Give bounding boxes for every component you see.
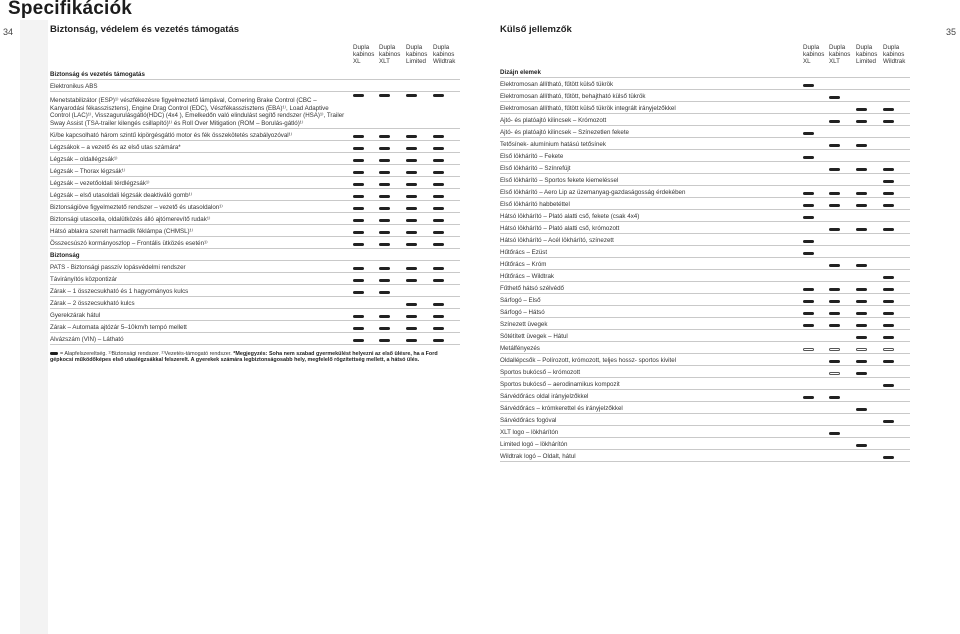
filled-pill-icon xyxy=(856,324,867,327)
row-label: Elektronikus ABS xyxy=(50,82,98,90)
filled-pill-icon xyxy=(353,327,364,330)
column-header-line: kabinos xyxy=(883,51,905,58)
row-label: Színezett üvegek xyxy=(500,320,548,328)
filled-pill-icon xyxy=(353,195,364,198)
filled-pill-icon xyxy=(856,444,867,447)
filled-pill-icon xyxy=(829,288,840,291)
right-column-header-2 xyxy=(829,44,850,65)
outline-pill-icon xyxy=(883,348,894,351)
filled-pill-icon xyxy=(379,231,390,234)
table-row xyxy=(500,330,910,342)
column-header-line: Dupla xyxy=(856,44,873,51)
filled-pill-icon xyxy=(353,291,364,294)
filled-pill-icon xyxy=(803,132,814,135)
filled-pill-icon xyxy=(433,171,444,174)
row-label: Első lökhárító – Sportos fekete kiemeléssel xyxy=(500,176,619,184)
row-label: Elektromosan állítható, fűtött, behajtható külső tükrök xyxy=(500,92,646,100)
table-row xyxy=(500,390,910,402)
row-label: Biztonság és vezetés támogatás xyxy=(50,70,145,78)
filled-pill-icon xyxy=(803,156,814,159)
table-row xyxy=(50,68,460,80)
table-row xyxy=(50,141,460,153)
row-label: Limited logó – lökhárítón xyxy=(500,440,568,448)
filled-pill-icon xyxy=(379,267,390,270)
table-row xyxy=(500,270,910,282)
row-label: Légzsák – oldallégzsák¹⁾ xyxy=(50,155,118,163)
filled-pill-icon xyxy=(883,360,894,363)
row-label: Hűtőrács – Ezüst xyxy=(500,248,548,256)
filled-pill-icon xyxy=(856,408,867,411)
right-column-header-1 xyxy=(803,44,824,65)
filled-pill-icon xyxy=(829,264,840,267)
filled-pill-icon xyxy=(803,312,814,315)
column-header-line: Wildtrak xyxy=(433,58,456,65)
table-row xyxy=(50,177,460,189)
filled-pill-icon xyxy=(379,279,390,282)
table-row xyxy=(500,306,910,318)
row-label: Metálfényezés xyxy=(500,344,540,352)
filled-pill-icon xyxy=(883,204,894,207)
row-label: Ki/be kapcsolható három szintű kipörgésgátló motor és fék összekötetés szabályozóval¹⁾ xyxy=(50,131,293,139)
filled-pill-icon xyxy=(379,159,390,162)
filled-pill-icon xyxy=(406,171,417,174)
filled-pill-icon xyxy=(406,327,417,330)
row-label: Sárvédőrács oldal irányjelzőkkel xyxy=(500,392,589,400)
table-row xyxy=(500,318,910,330)
row-label: Gyerekzárak hátul xyxy=(50,311,101,319)
table-row xyxy=(500,234,910,246)
row-label: Első lökhárító – Aero Lip az üzemanyag-gazdaságosság érdekében xyxy=(500,188,686,196)
filled-pill-icon xyxy=(856,360,867,363)
row-label: Légzsákok – a vezető és az első utas számára* xyxy=(50,143,181,151)
column-header-line: kabinos xyxy=(433,51,455,58)
table-row xyxy=(50,273,460,285)
table-row xyxy=(500,66,910,78)
filled-pill-icon xyxy=(406,195,417,198)
filled-pill-icon xyxy=(829,96,840,99)
row-label: Tetősínek- alumínium hatású tetősínek xyxy=(500,140,606,148)
filled-pill-icon xyxy=(856,144,867,147)
table-row xyxy=(500,150,910,162)
filled-pill-icon xyxy=(433,231,444,234)
table-row xyxy=(500,138,910,150)
footnote-legend: = Alapfelszereltség. ¹⁾Biztonsági rendszer. ²⁾Vezetés-támogató rendszer. xyxy=(60,351,234,357)
right-column-header-3 xyxy=(856,44,877,65)
filled-pill-icon xyxy=(883,168,894,171)
table-row xyxy=(500,414,910,426)
filled-pill-icon xyxy=(379,243,390,246)
filled-pill-icon xyxy=(829,432,840,435)
filled-pill-icon xyxy=(803,216,814,219)
filled-pill-icon xyxy=(829,144,840,147)
filled-pill-icon xyxy=(883,228,894,231)
row-label: Sárfogó – Első xyxy=(500,296,541,304)
filled-pill-icon xyxy=(856,336,867,339)
filled-pill-icon xyxy=(803,300,814,303)
filled-pill-icon xyxy=(803,396,814,399)
section-title-exterior: Külső jellemzők xyxy=(500,24,572,35)
filled-pill-icon xyxy=(433,279,444,282)
filled-pill-icon xyxy=(829,204,840,207)
table-row xyxy=(50,201,460,213)
row-label: Biztonság xyxy=(50,251,80,259)
table-row xyxy=(500,114,910,126)
table-row xyxy=(500,162,910,174)
page-number-right: 35 xyxy=(946,27,957,37)
filled-pill-icon xyxy=(353,279,364,282)
column-header-line: Dupla xyxy=(433,44,450,51)
column-header-line: Limited xyxy=(856,58,876,65)
filled-pill-icon xyxy=(803,324,814,327)
filled-pill-icon xyxy=(803,84,814,87)
filled-pill-icon xyxy=(829,312,840,315)
filled-pill-icon xyxy=(406,339,417,342)
footnote xyxy=(50,351,460,364)
row-label: Elektromosan állítható, fűtött külső tükrök xyxy=(500,80,614,88)
filled-pill-icon xyxy=(856,108,867,111)
filled-pill-icon xyxy=(50,352,58,354)
filled-pill-icon xyxy=(406,94,417,97)
section-title-safety: Biztonság, védelem és vezetés támogatás xyxy=(50,24,240,35)
filled-pill-icon xyxy=(433,207,444,210)
outline-pill-icon xyxy=(803,348,814,351)
filled-pill-icon xyxy=(406,147,417,150)
column-header-line: XLT xyxy=(379,58,390,65)
filled-pill-icon xyxy=(406,183,417,186)
column-header-line: XL xyxy=(803,58,811,65)
table-row xyxy=(50,321,460,333)
column-header-line: Dupla xyxy=(829,44,846,51)
table-row xyxy=(50,309,460,321)
table-row xyxy=(500,450,910,462)
table-row xyxy=(500,198,910,210)
filled-pill-icon xyxy=(433,159,444,162)
row-label: Hátsó lökhárító – Plató alatti cső, krómozott xyxy=(500,224,620,232)
filled-pill-icon xyxy=(353,315,364,318)
row-label: XLT logo – lökhárítón xyxy=(500,428,559,436)
row-label: Légzsák – első utasoldali légzsák deaktiváló gomb¹⁾ xyxy=(50,191,193,199)
filled-pill-icon xyxy=(379,339,390,342)
filled-pill-icon xyxy=(353,159,364,162)
table-row xyxy=(500,378,910,390)
table-row xyxy=(50,261,460,273)
row-label: Légzsák – Thorax légzsák¹⁾ xyxy=(50,167,126,175)
filled-pill-icon xyxy=(803,252,814,255)
table-row xyxy=(500,246,910,258)
table-row xyxy=(500,186,910,198)
filled-pill-icon xyxy=(379,183,390,186)
outline-pill-icon xyxy=(829,348,840,351)
filled-pill-icon xyxy=(883,420,894,423)
filled-pill-icon xyxy=(829,120,840,123)
filled-pill-icon xyxy=(379,327,390,330)
filled-pill-icon xyxy=(883,192,894,195)
row-label: Légzsák – vezetőoldali térdlégzsák¹⁾ xyxy=(50,179,150,187)
filled-pill-icon xyxy=(433,243,444,246)
table-row xyxy=(500,426,910,438)
filled-pill-icon xyxy=(406,315,417,318)
filled-pill-icon xyxy=(433,303,444,306)
left-column-header-1 xyxy=(353,44,374,65)
filled-pill-icon xyxy=(406,303,417,306)
filled-pill-icon xyxy=(883,108,894,111)
row-label: Hátsó lökhárító – Plató alatti cső, fekete (csak 4x4) xyxy=(500,212,640,220)
filled-pill-icon xyxy=(406,207,417,210)
filled-pill-icon xyxy=(883,276,894,279)
filled-pill-icon xyxy=(379,94,390,97)
filled-pill-icon xyxy=(856,264,867,267)
filled-pill-icon xyxy=(829,192,840,195)
filled-pill-icon xyxy=(829,396,840,399)
filled-pill-icon xyxy=(829,168,840,171)
row-label: Ajtó- és platóajtó kilincsek – Színezetlen fekete xyxy=(500,128,629,136)
row-label: Sárvédőrács – krómkerettel és irányjelzőkkel xyxy=(500,404,623,412)
table-row xyxy=(50,333,460,345)
filled-pill-icon xyxy=(353,243,364,246)
table-row xyxy=(500,402,910,414)
row-label: Fűthető hátsó szélvédő xyxy=(500,284,564,292)
table-row xyxy=(50,213,460,225)
row-label: Hűtőrács – Króm xyxy=(500,260,547,268)
filled-pill-icon xyxy=(856,192,867,195)
column-header-line: Dupla xyxy=(883,44,900,51)
page-number-left: 34 xyxy=(3,27,14,37)
filled-pill-icon xyxy=(803,240,814,243)
row-label: Zárak – 2 összecsukható kulcs xyxy=(50,299,135,307)
row-label: Első lökhárító – Színrefújt xyxy=(500,164,571,172)
row-label: Első lökhárító – Fekete xyxy=(500,152,564,160)
filled-pill-icon xyxy=(433,339,444,342)
filled-pill-icon xyxy=(406,231,417,234)
filled-pill-icon xyxy=(353,183,364,186)
row-label: Hűtőrács – Wildtrak xyxy=(500,272,554,280)
column-header-line: Dupla xyxy=(353,44,370,51)
column-header-line: kabinos xyxy=(856,51,878,58)
row-label: Dizájn elemek xyxy=(500,68,541,76)
row-label: Elektromosan állítható, fűtött külső tükrök integrált irányjelzőkkel xyxy=(500,104,676,112)
row-label: Hátsó lökhárító – Acél lökhárító, színezett xyxy=(500,236,614,244)
filled-pill-icon xyxy=(353,171,364,174)
table-row xyxy=(50,153,460,165)
filled-pill-icon xyxy=(856,312,867,315)
filled-pill-icon xyxy=(406,159,417,162)
filled-pill-icon xyxy=(433,195,444,198)
column-header-line: kabinos xyxy=(406,51,428,58)
filled-pill-icon xyxy=(856,288,867,291)
filled-pill-icon xyxy=(379,135,390,138)
filled-pill-icon xyxy=(406,219,417,222)
table-row xyxy=(500,174,910,186)
filled-pill-icon xyxy=(406,135,417,138)
column-header-line: kabinos xyxy=(379,51,401,58)
row-label: Sportos bukócső – aerodinamikus kompozit xyxy=(500,380,620,388)
table-row xyxy=(50,129,460,141)
outline-pill-icon xyxy=(856,348,867,351)
table-row xyxy=(50,165,460,177)
row-label: Összecsúszó kormányoszlop – Frontális ütközés esetén¹⁾ xyxy=(50,239,208,247)
filled-pill-icon xyxy=(353,231,364,234)
filled-pill-icon xyxy=(379,195,390,198)
filled-pill-icon xyxy=(379,219,390,222)
table-row xyxy=(50,92,460,129)
row-label: PATS - Biztonsági passzív lopásvédelmi rendszer xyxy=(50,263,186,271)
table-row xyxy=(50,237,460,249)
table-row xyxy=(500,78,910,90)
row-label: Zárak – 1 összecsukható és 1 hagyományos kulcs xyxy=(50,287,189,295)
outline-pill-icon xyxy=(829,372,840,375)
filled-pill-icon xyxy=(856,168,867,171)
table-row xyxy=(50,297,460,309)
table-row xyxy=(500,438,910,450)
table-row xyxy=(500,90,910,102)
table-row xyxy=(500,282,910,294)
filled-pill-icon xyxy=(829,360,840,363)
filled-pill-icon xyxy=(353,135,364,138)
column-header-line: kabinos xyxy=(829,51,851,58)
table-row xyxy=(500,366,910,378)
table-row xyxy=(500,354,910,366)
filled-pill-icon xyxy=(803,204,814,207)
filled-pill-icon xyxy=(406,243,417,246)
filled-pill-icon xyxy=(883,324,894,327)
table-row xyxy=(500,342,910,354)
table-row xyxy=(50,80,460,92)
filled-pill-icon xyxy=(433,327,444,330)
filled-pill-icon xyxy=(353,339,364,342)
left-column-header-4 xyxy=(433,44,455,65)
table-row xyxy=(500,258,910,270)
filled-pill-icon xyxy=(829,228,840,231)
filled-pill-icon xyxy=(856,120,867,123)
filled-pill-icon xyxy=(856,204,867,207)
table-row xyxy=(500,222,910,234)
column-header-line: Dupla xyxy=(406,44,423,51)
row-label: Távirányítós központizár xyxy=(50,275,118,283)
filled-pill-icon xyxy=(883,120,894,123)
row-label: Wildtrak logó – Oldalt, hátul xyxy=(500,452,576,460)
table-row xyxy=(500,126,910,138)
footnote-warning: *Megjegyzés: Soha nem szabad gyermekülést helyezni az első ülésre, ha a Ford gépkocsi működőképes első utaslégzsákkal felszerelt. A gyerekek számára legbiztonságosabb hely, megfelelő rögzítettség mellett, a hátsó ülés. xyxy=(50,351,438,364)
filled-pill-icon xyxy=(379,147,390,150)
left-column-header-2 xyxy=(379,44,400,65)
column-header-line: Dupla xyxy=(803,44,820,51)
filled-pill-icon xyxy=(353,219,364,222)
row-label: Első lökhárító habbetéttel xyxy=(500,200,570,208)
filled-pill-icon xyxy=(883,384,894,387)
filled-pill-icon xyxy=(883,336,894,339)
filled-pill-icon xyxy=(883,180,894,183)
margin-band xyxy=(20,20,48,634)
filled-pill-icon xyxy=(433,135,444,138)
row-label: Hátsó ablakra szerelt harmadik féklámpa (CHMSL)¹⁾ xyxy=(50,227,194,235)
column-header-line: XLT xyxy=(829,58,840,65)
row-label: Sötétített üvegek – Hátul xyxy=(500,332,568,340)
page-title: Specifikációk xyxy=(8,0,133,19)
column-header-line: XL xyxy=(353,58,361,65)
row-label: Sárvédőrács fogóval xyxy=(500,416,557,424)
filled-pill-icon xyxy=(379,207,390,210)
filled-pill-icon xyxy=(803,192,814,195)
table-row xyxy=(500,294,910,306)
table-row xyxy=(500,102,910,114)
filled-pill-icon xyxy=(406,279,417,282)
filled-pill-icon xyxy=(406,267,417,270)
filled-pill-icon xyxy=(353,267,364,270)
right-column-header-4 xyxy=(883,44,905,65)
column-header-line: kabinos xyxy=(803,51,825,58)
column-header-line: Wildtrak xyxy=(883,58,906,65)
filled-pill-icon xyxy=(803,288,814,291)
row-label: Zárak – Automata ajtózár 5–10km/h tempó mellett xyxy=(50,323,187,331)
filled-pill-icon xyxy=(433,147,444,150)
table-row xyxy=(50,249,460,261)
left-column-header-3 xyxy=(406,44,427,65)
column-header-line: Dupla xyxy=(379,44,396,51)
column-header-line: Limited xyxy=(406,58,426,65)
row-label: Sárfogó – Hátsó xyxy=(500,308,545,316)
filled-pill-icon xyxy=(433,315,444,318)
filled-pill-icon xyxy=(829,324,840,327)
filled-pill-icon xyxy=(353,94,364,97)
filled-pill-icon xyxy=(433,219,444,222)
row-label: Oldallépcsők – Polírozott, krómozott, teljes hossz- sportos kivitel xyxy=(500,356,677,364)
row-label: Sportos bukócső – krómozott xyxy=(500,368,581,376)
row-label: Alvázszám (VIN) – Látható xyxy=(50,335,124,343)
row-label: Biztonságiöve figyelmeztető rendszer – vezető és utasoldalon¹⁾ xyxy=(50,203,223,211)
table-row xyxy=(50,189,460,201)
filled-pill-icon xyxy=(883,456,894,459)
filled-pill-icon xyxy=(856,228,867,231)
column-header-line: kabinos xyxy=(353,51,375,58)
filled-pill-icon xyxy=(353,147,364,150)
filled-pill-icon xyxy=(433,183,444,186)
filled-pill-icon xyxy=(856,300,867,303)
filled-pill-icon xyxy=(433,94,444,97)
filled-pill-icon xyxy=(353,207,364,210)
filled-pill-icon xyxy=(379,171,390,174)
filled-pill-icon xyxy=(433,267,444,270)
table-row xyxy=(500,210,910,222)
filled-pill-icon xyxy=(856,372,867,375)
filled-pill-icon xyxy=(883,300,894,303)
row-label: Menetstabilizátor (ESP)¹⁾ vészfékezésre figyelmeztető lámpával, Cornering Brake Control (CBC – Kanyarodási fékasszisztens), Engine Drag Control (EDC), Vészfékasszisztens (EBA)¹⁾, Load Adaptive Control (LAC)¹⁾, Visszagurulásgátló(HDC) (4x4 ), Emelkedőn való elindulást segítő rendszer (HSA)¹⁾, Trailer Sway Assist (TSA-trailer kilengés csillapító)¹⁾ és Roll Over Mitigation (ROM – Borulás-gátló)¹⁾ xyxy=(50,97,345,127)
row-label: Biztonsági utascella, oldalütközés álló ajtómerevítő rudak¹⁾ xyxy=(50,215,211,223)
filled-pill-icon xyxy=(883,312,894,315)
filled-pill-icon xyxy=(379,291,390,294)
filled-pill-icon xyxy=(829,300,840,303)
table-row xyxy=(50,225,460,237)
row-label: Ajtó- és platóajtó kilincsek – Krómozott xyxy=(500,116,607,124)
table-row xyxy=(50,285,460,297)
filled-pill-icon xyxy=(379,315,390,318)
filled-pill-icon xyxy=(883,288,894,291)
